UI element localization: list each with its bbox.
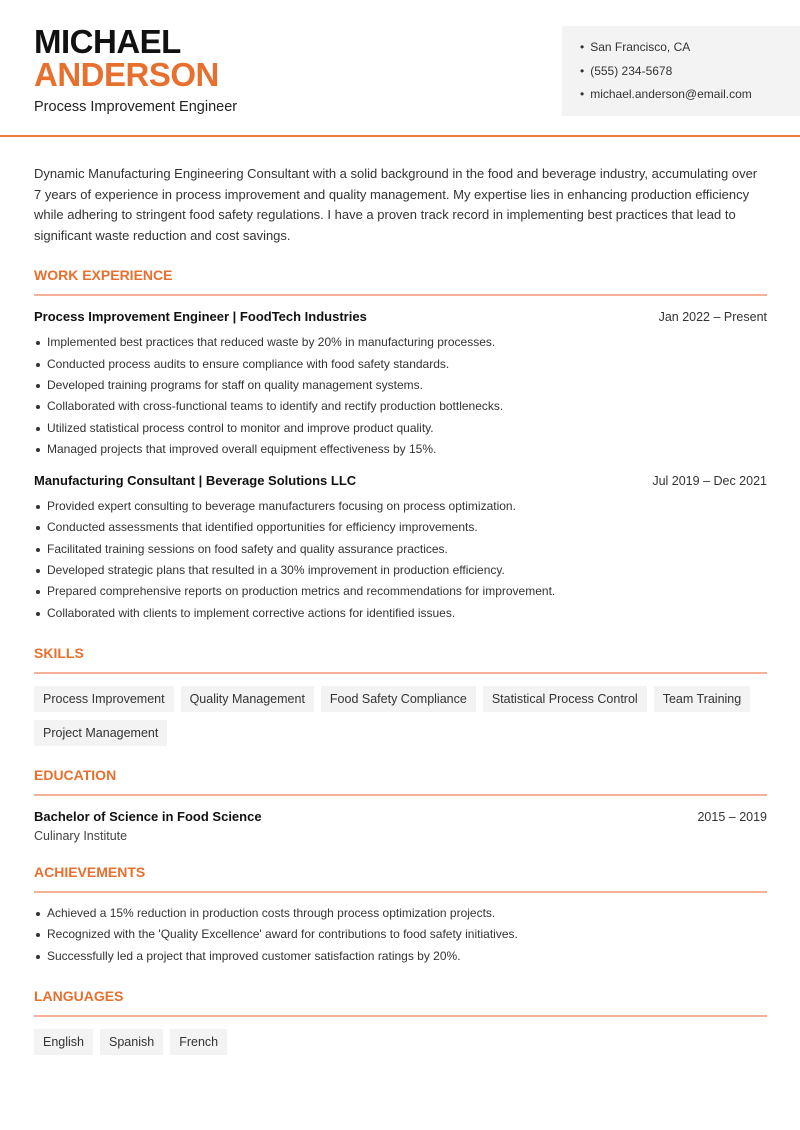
list-item: Achieved a 15% reduction in production costs through process optimization projects. bbox=[34, 903, 767, 924]
job-title: Process Improvement Engineer bbox=[34, 99, 238, 115]
section-heading: EDUCATION bbox=[34, 766, 767, 796]
degree: Bachelor of Science in Food Science bbox=[34, 808, 262, 824]
contact-location: • San Francisco, CA bbox=[580, 38, 800, 62]
section-heading: SKILLS bbox=[34, 644, 767, 674]
list-item: Managed projects that improved overall equipment effectiveness by 15%. bbox=[34, 439, 767, 460]
job-dates: Jan 2022 – Present bbox=[658, 310, 767, 325]
list-item: Developed strategic plans that resulted in a 30% improvement in production efficiency. bbox=[34, 560, 767, 581]
skill-tag: Team Training bbox=[654, 686, 751, 712]
list-item: Conducted assessments that identified opportunities for efficiency improvements. bbox=[34, 517, 767, 538]
language-tag: English bbox=[34, 1029, 93, 1055]
list-item: Provided expert consulting to beverage manufacturers focusing on process optimization. bbox=[34, 496, 767, 517]
job-header bbox=[34, 472, 767, 490]
language-tag: Spanish bbox=[100, 1029, 163, 1055]
skill-tag: Process Improvement bbox=[34, 686, 174, 712]
last-name: ANDERSON bbox=[34, 56, 219, 93]
section-heading: WORK EXPERIENCE bbox=[34, 266, 767, 296]
list-item: Successfully led a project that improved customer satisfaction ratings by 20%. bbox=[34, 946, 767, 967]
skill-tag: Statistical Process Control bbox=[483, 686, 647, 712]
education-section bbox=[34, 766, 767, 843]
job-bullets bbox=[34, 496, 767, 624]
list-item: Implemented best practices that reduced waste by 20% in manufacturing processes. bbox=[34, 332, 767, 353]
job-header bbox=[34, 308, 767, 326]
job-entry bbox=[34, 308, 767, 460]
skill-tag: Food Safety Compliance bbox=[321, 686, 476, 712]
list-item: Conducted process audits to ensure compliance with food safety standards. bbox=[34, 354, 767, 375]
list-item: Utilized statistical process control to monitor and improve product quality. bbox=[34, 418, 767, 439]
list-item: Collaborated with clients to implement corrective actions for identified issues. bbox=[34, 603, 767, 624]
languages-section bbox=[34, 987, 767, 1055]
section-heading: LANGUAGES bbox=[34, 987, 767, 1017]
list-item: Collaborated with cross-functional teams to identify and rectify production bottlenecks. bbox=[34, 396, 767, 417]
skill-tag: Quality Management bbox=[181, 686, 314, 712]
section-heading: ACHIEVEMENTS bbox=[34, 863, 767, 893]
job-bullets bbox=[34, 332, 767, 460]
summary: Dynamic Manufacturing Engineering Consultant with a solid background in the food and beverage industry, accumulating over 7 years of experience in process improvement and quality management. My expertise lies in enhancing production efficiency while adhering to stringent food safety regulations. I have a proven track record in implementing best practices that lead to significant waste reduction and cost savings. bbox=[34, 166, 758, 243]
job-dates: Jul 2019 – Dec 2021 bbox=[652, 474, 767, 489]
skill-tag: Project Management bbox=[34, 720, 167, 746]
list-item: Recognized with the 'Quality Excellence' award for contributions to food safety initiatives. bbox=[34, 924, 767, 945]
achievements-section bbox=[34, 863, 767, 967]
contact-phone: • (555) 234-5678 bbox=[580, 62, 800, 86]
education-dates: 2015 – 2019 bbox=[697, 809, 767, 824]
list-item: Prepared comprehensive reports on production metrics and recommendations for improvement. bbox=[34, 581, 767, 602]
skills-section bbox=[34, 644, 767, 746]
contact-email[interactable]: • michael.anderson@email.com bbox=[580, 85, 800, 109]
work-experience-section bbox=[34, 266, 767, 624]
job-title: Process Improvement Engineer | FoodTech Industries bbox=[34, 309, 367, 325]
job-entry bbox=[34, 472, 767, 624]
school: Culinary Institute bbox=[34, 828, 128, 843]
language-tag: French bbox=[170, 1029, 227, 1055]
first-name: MICHAEL bbox=[34, 23, 181, 60]
list-item: Developed training programs for staff on quality management systems. bbox=[34, 375, 767, 396]
job-title: Manufacturing Consultant | Beverage Solutions LLC bbox=[34, 473, 357, 489]
resume-header bbox=[0, 0, 800, 137]
contact-box bbox=[562, 26, 800, 116]
list-item: Facilitated training sessions on food safety and quality assurance practices. bbox=[34, 539, 767, 560]
